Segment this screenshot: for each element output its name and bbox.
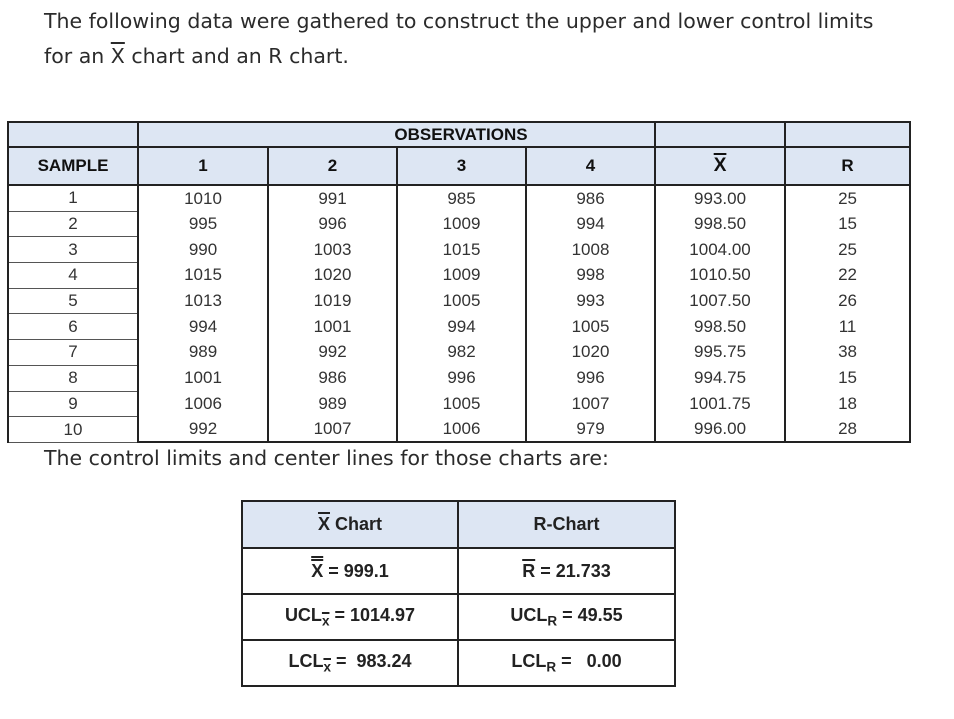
intro-line-2-pre: for an	[44, 44, 111, 68]
cell-obs-4: 979	[526, 417, 655, 443]
lcl-xbar: $LCL_{\overline{x}} = 983.24$	[242, 640, 458, 686]
cell-xbar: 1004.00	[655, 237, 785, 263]
cell-obs-1: 1015	[138, 263, 268, 289]
xbar-symbol: $\overline{X}$	[110, 44, 125, 68]
cell-obs-2: 1007	[268, 417, 397, 443]
group-header-row	[8, 122, 910, 147]
cell-xbar: 998.50	[655, 211, 785, 237]
intro-paragraph	[44, 4, 924, 74]
col-header-obs-2: 2	[268, 147, 397, 185]
cell-range: 15	[785, 365, 910, 391]
cell-range: 11	[785, 314, 910, 340]
cell-obs-4: 986	[526, 185, 655, 211]
lcl-row	[242, 640, 675, 686]
xbar-header-symbol: $\overline{X}$	[713, 155, 727, 176]
cell-obs-3: 994	[397, 314, 526, 340]
cell-sample: 6	[8, 314, 138, 340]
cell-obs-3: 1006	[397, 417, 526, 443]
cell-obs-4: 1008	[526, 237, 655, 263]
cell-obs-3: 1015	[397, 237, 526, 263]
table-row	[8, 365, 910, 391]
cell-obs-1: 990	[138, 237, 268, 263]
cell-obs-1: 1006	[138, 391, 268, 417]
cell-obs-3: 1005	[397, 391, 526, 417]
cell-sample: 1	[8, 185, 138, 211]
observations-header: OBSERVATIONS	[268, 122, 655, 147]
cell-xbar: 995.75	[655, 340, 785, 366]
cell-range: 26	[785, 288, 910, 314]
cell-sample: 3	[8, 237, 138, 263]
table-row	[8, 288, 910, 314]
table-row	[8, 314, 910, 340]
cell-sample: 5	[8, 288, 138, 314]
cell-obs-1: 1001	[138, 365, 268, 391]
cell-obs-2: 992	[268, 340, 397, 366]
cell-range: 18	[785, 391, 910, 417]
cell-xbar: 993.00	[655, 185, 785, 211]
col-header-xbar	[655, 147, 785, 185]
observations-table	[7, 121, 911, 443]
limits-header-row	[242, 501, 675, 548]
cell-obs-4: 996	[526, 365, 655, 391]
col-header-obs-3: 3	[397, 147, 526, 185]
cell-xbar: 998.50	[655, 314, 785, 340]
rbar-center-line: $\overline{R} = 21.733$	[458, 548, 675, 594]
cell-xbar: 1007.50	[655, 288, 785, 314]
cell-obs-1: 995	[138, 211, 268, 237]
cell-obs-4: 998	[526, 263, 655, 289]
cell-sample: 7	[8, 340, 138, 366]
cell-range: 15	[785, 211, 910, 237]
xbar-chart-header: $\overline{X}$ Chart	[242, 501, 458, 548]
lcl-r: $LCL_R = 0.00$	[458, 640, 675, 686]
cell-obs-1: 1010	[138, 185, 268, 211]
cell-xbar: 996.00	[655, 417, 785, 443]
cell-obs-2: 1019	[268, 288, 397, 314]
cell-obs-2: 986	[268, 365, 397, 391]
table-row	[8, 340, 910, 366]
cell-sample: 8	[8, 365, 138, 391]
cell-xbar: 994.75	[655, 365, 785, 391]
table-row	[8, 237, 910, 263]
intro-line-2-post: chart and an R chart.	[124, 44, 349, 68]
cell-obs-4: 1005	[526, 314, 655, 340]
cell-xbar: 1010.50	[655, 263, 785, 289]
xbarbar-center-line: X = 999.1	[242, 548, 458, 594]
r-chart-header: R-Chart	[458, 501, 675, 548]
cell-obs-1: 994	[138, 314, 268, 340]
cell-sample: 9	[8, 391, 138, 417]
control-limits-intro: The control limits and center lines for those charts are:	[44, 446, 609, 470]
cell-obs-3: 996	[397, 365, 526, 391]
center-line-row	[242, 548, 675, 594]
cell-obs-1: 1013	[138, 288, 268, 314]
cell-obs-3: 1005	[397, 288, 526, 314]
cell-obs-3: 1009	[397, 263, 526, 289]
table-row	[8, 185, 910, 211]
cell-obs-2: 996	[268, 211, 397, 237]
cell-obs-3: 1009	[397, 211, 526, 237]
cell-obs-2: 1020	[268, 263, 397, 289]
cell-obs-1: 989	[138, 340, 268, 366]
control-limits-table	[241, 500, 676, 687]
ucl-xbar: $UCL_{\overline{x}} = 1014.97$	[242, 594, 458, 640]
cell-obs-2: 1001	[268, 314, 397, 340]
table-row	[8, 417, 910, 443]
ucl-row	[242, 594, 675, 640]
cell-obs-4: 994	[526, 211, 655, 237]
cell-obs-3: 985	[397, 185, 526, 211]
cell-range: 25	[785, 185, 910, 211]
table-row	[8, 263, 910, 289]
col-header-obs-4: 4	[526, 147, 655, 185]
intro-line-1: The following data were gathered to construct the upper and lower control limits	[44, 9, 874, 33]
col-header-obs-1: 1	[138, 147, 268, 185]
cell-range: 38	[785, 340, 910, 366]
col-header-sample: SAMPLE	[8, 147, 138, 185]
cell-xbar: 1001.75	[655, 391, 785, 417]
cell-obs-4: 1020	[526, 340, 655, 366]
cell-sample: 10	[8, 417, 138, 443]
cell-sample: 2	[8, 211, 138, 237]
col-header-range: R	[785, 147, 910, 185]
cell-obs-2: 991	[268, 185, 397, 211]
intro-line-2	[44, 39, 924, 74]
cell-range: 25	[785, 237, 910, 263]
table-row	[8, 211, 910, 237]
ucl-r: $UCL_R = 49.55$	[458, 594, 675, 640]
cell-obs-2: 1003	[268, 237, 397, 263]
cell-obs-4: 993	[526, 288, 655, 314]
cell-obs-3: 982	[397, 340, 526, 366]
column-header-row	[8, 147, 910, 185]
table-row	[8, 391, 910, 417]
cell-obs-4: 1007	[526, 391, 655, 417]
cell-obs-2: 989	[268, 391, 397, 417]
cell-obs-1: 992	[138, 417, 268, 443]
cell-sample: 4	[8, 263, 138, 289]
cell-range: 22	[785, 263, 910, 289]
cell-range: 28	[785, 417, 910, 443]
